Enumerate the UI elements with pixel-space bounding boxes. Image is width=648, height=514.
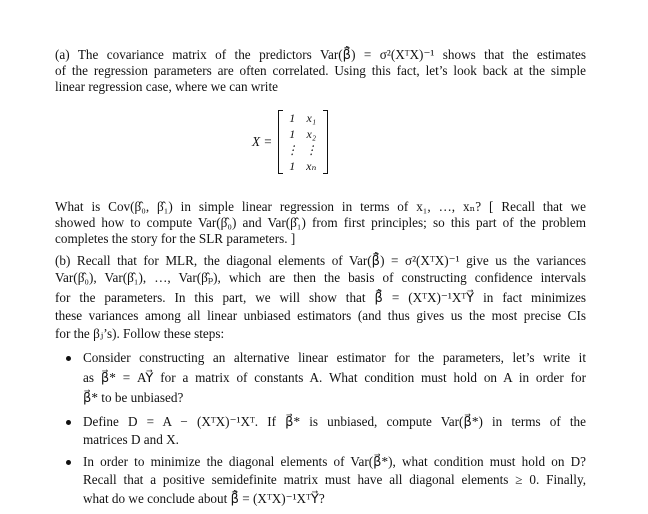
- matrix-cell: 1: [289, 159, 296, 173]
- matrix-cell: 1: [289, 127, 296, 141]
- text-line: β⃗* to be unbiased?: [83, 390, 184, 405]
- text-line: for the βⱼ’s). Follow these steps:: [55, 326, 225, 341]
- text-line: linear regression case, where we can write: [55, 79, 278, 94]
- text-line: these variances among all linear unbiased estimators (and thus gives us the most precise CIs: [55, 308, 586, 323]
- matrix-cell: ⋮: [286, 143, 299, 157]
- text-line: of the regression parameters are often correlated. Using this fact, let’s look back at the simple: [55, 63, 586, 78]
- text-line: matrices D and X.: [83, 432, 179, 447]
- matrix-cell: ⋮: [305, 143, 318, 157]
- right-bracket: [323, 110, 328, 174]
- text-line: (a) The covariance matrix of the predictors Var(β⃗̂) = σ²(XᵀX)⁻¹ shows that the estimates: [55, 47, 586, 62]
- matrix-cell: xₙ: [306, 159, 317, 173]
- design-matrix-equation: [252, 110, 328, 174]
- bullet-icon: [66, 356, 71, 361]
- text-line: (b) Recall that for MLR, the diagonal elements of Var(β⃗̂) = σ²(XᵀX)⁻¹ give us the variances: [55, 253, 586, 268]
- matrix-cell: x₁: [306, 111, 317, 125]
- text-line: for the parameters. In this part, we will show that β⃗̂ = (XᵀX)⁻¹XᵀY⃗ in fact minimizes: [55, 290, 586, 305]
- matrix-cell: x₂: [306, 127, 317, 141]
- left-bracket: [278, 110, 283, 174]
- bullet-icon: [66, 460, 71, 465]
- matrix-lhs: X =: [252, 134, 273, 149]
- text-line: Consider constructing an alternative linear estimator for the parameters, let’s write it: [83, 350, 586, 365]
- matrix-cell: 1: [289, 111, 296, 125]
- text-line: showed how to compute Var(β̂₀) and Var(β̂₁) from first principles; so this part of the problem: [55, 215, 586, 230]
- text-line: Recall that a positive semidefinite matrix must have all diagonal elements ≥ 0. Finally,: [83, 472, 586, 487]
- text-line: In order to minimize the diagonal elements of Var(β⃗*), what condition must hold on D?: [83, 454, 586, 469]
- text-line: completes the story for the SLR parameters. ]: [55, 231, 296, 246]
- text-line: What is Cov(β̂₀, β̂₁) in simple linear regression in terms of x₁, …, xₙ? [ Recall that we: [55, 199, 586, 214]
- text-line: Define D = A − (XᵀX)⁻¹Xᵀ. If β⃗* is unbiased, compute Var(β⃗*) in terms of the: [83, 414, 586, 429]
- matrix: [278, 110, 328, 174]
- text-line: Var(β̂₀), Var(β̂₁), …, Var(β̂ₚ), which are then the basis of constructing confidence intervals: [55, 270, 586, 285]
- bullet-icon: [66, 420, 71, 425]
- text-line: as β⃗* = AY⃗ for a matrix of constants A. What condition must hold on A in order for: [83, 370, 586, 385]
- text-line: what do we conclude about β⃗̂ = (XᵀX)⁻¹XᵀY⃗?: [83, 491, 325, 506]
